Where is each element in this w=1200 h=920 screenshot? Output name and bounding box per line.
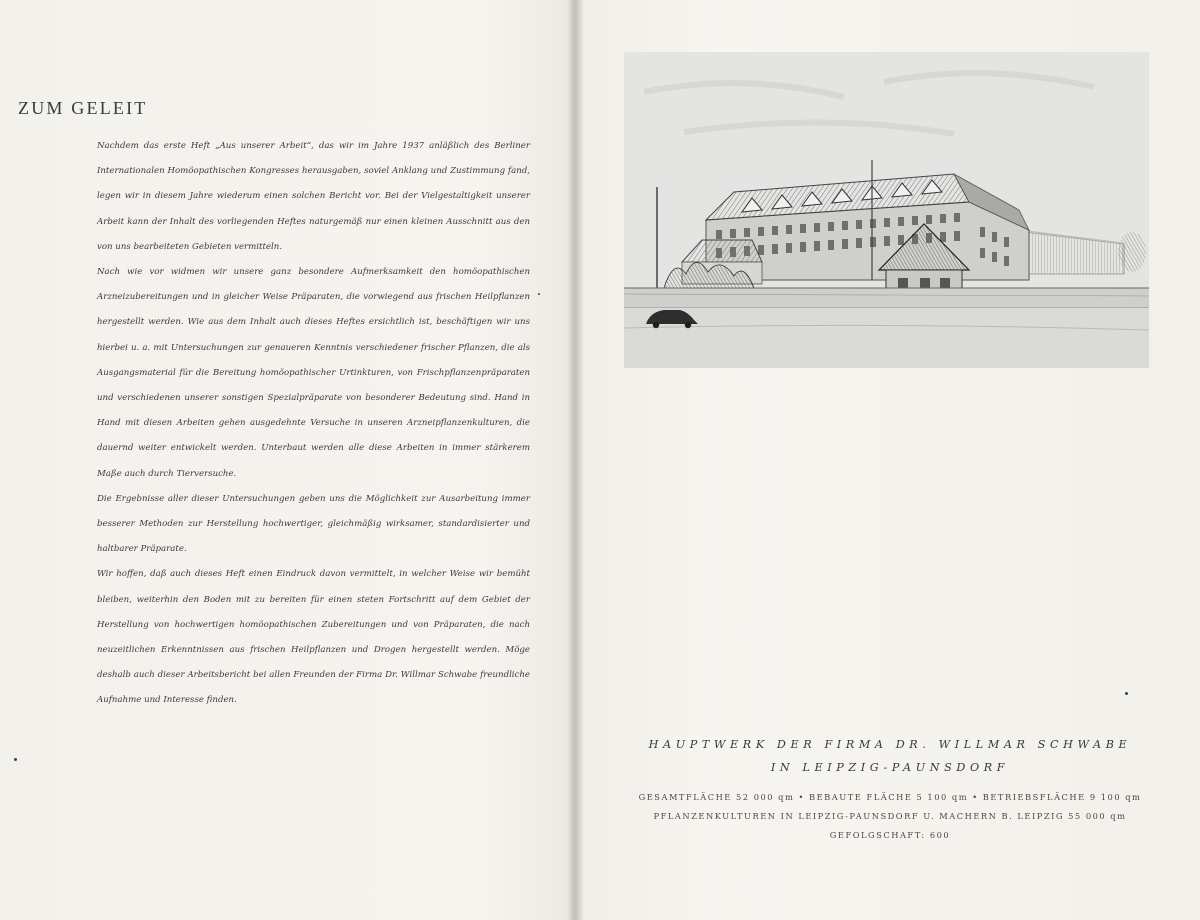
paragraph: Nachdem das erste Heft „Aus unserer Arbeit“, das wir im Jahre 1937 anläßlich des Berliner Internationalen Homöopathischen Kongresses herausgaben, soviel Anklang und Zustimmung fand, legen wir in diesem Jahre wiederum einen solchen Bericht vor. Bei der Vielgestaltigkeit unserer Arbeit kann der Inhalt des vorliegenden Heftes naturgemäß nur einen kleinen Ausschnitt aus den von uns bearbeiteten Gebieten vermitteln. xyxy=(97,141,530,252)
paragraph: Die Ergebnisse aller dieser Untersuchungen geben uns die Möglichkeit zur Ausarbeitung immer besserer Methoden zur Herstellung hochwertiger, gleichmäßig wirksamer, standardisierter und haltbarer Präparate. xyxy=(97,493,530,555)
facts-line: PFLANZENKULTUREN IN LEIPZIG-PAUNSDORF U. MACHERN B. LEIPZIG 55 000 qm xyxy=(653,811,1127,821)
factory-illustration xyxy=(624,52,1149,368)
paragraph: Nach wie vor widmen wir unsere ganz besondere Aufmerksamkeit den homöopathischen Arzneizubereitungen und in gleicher Weise Präparaten, die vorwiegend aus frischen Heilpflanzen hergestellt werden. Wie aus dem Inhalt auch dieses Heftes ersichtlich ist, beschäftigen wir uns hierbei u. a. mit Untersuchungen zur genaueren Kenntnis verschiedener frischer Pflanzen, die als Ausgangsmaterial für die Bereitung homöopathischer Urtinkturen, von Frischpflanzenpräparaten und verschiedenen unserer sonstigen Spezialpräparate von besonderer Bedeutung sind. Hand in Hand mit diesen Arbeiten gehen ausgedehnte Versuche in unseren Arzneipflanzenkulturen, die dauernd weiter entwickelt werden. Unterbaut werden alle diese Arbeiten in immer stärkerem Maße auch durch Tierversuche. xyxy=(97,267,530,479)
ink-speck xyxy=(1125,692,1128,695)
photo-caption xyxy=(630,733,1150,779)
caption-line: IN LEIPZIG-PAUNSDORF xyxy=(770,761,1010,774)
facts-line: GESAMTFLÄCHE 52 000 qm • BEBAUTE FLÄCHE 5 100 qm • BETRIEBSFLÄCHE 9 100 qm xyxy=(638,792,1142,802)
ink-speck xyxy=(538,293,540,295)
paragraph: Wir hoffen, daß auch dieses Heft einen Eindruck davon vermittelt, in welcher Weise wir bemüht bleiben, weiterhin den Boden mit zu bereiten für einen steten Fortschritt auf dem Gebiet der Herstellung von hochwertigen homöopathischen Zubereitungen und von Präparaten, die nach neuzeitlichen Erkenntnissen aus frischen Heilpflanzen und Drogen hergestellt werden. Möge deshalb auch dieser Arbeitsbericht bei allen Freunden der Firma Dr. Willmar Schwabe freundliche Aufnahme und Interesse finden. xyxy=(97,569,530,706)
facts-line: GEFOLGSCHAFT: 600 xyxy=(829,830,951,840)
site-facts xyxy=(634,788,1146,845)
caption-line: HAUPTWERK DER FIRMA DR. WILLMAR SCHWABE xyxy=(648,738,1132,751)
factory-drawing xyxy=(624,52,1149,368)
ink-speck xyxy=(14,758,17,761)
left-page xyxy=(0,0,573,920)
page-heading: ZUM GELEIT xyxy=(18,98,148,118)
foreword-text xyxy=(97,134,530,714)
right-page xyxy=(578,0,1200,920)
